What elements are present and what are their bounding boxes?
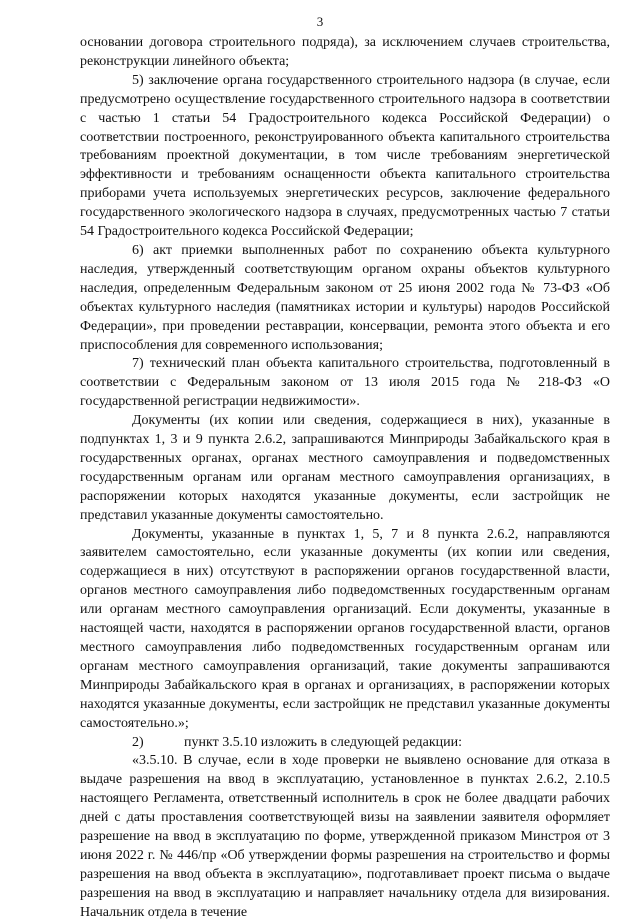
- amendment-item-number: 2): [132, 734, 144, 750]
- paragraph-item-6: 6) акт приемки выполненных работ по сохранению объекта культурного наследия, утвержденный соответствующим органом охраны объектов культурного наследия, определенным Федеральным законом от 25 июня 2002 года № 73-ФЗ «Об объектах культурного наследия (памятниках истории и культуры) народов Российской Федерации», при проведении реставрации, консервации, ремонта этого объекта и его приспособления для современного использования;: [80, 242, 610, 353]
- paragraph-documents-submitted: Документы, указанные в пунктах 1, 5, 7 и 8 пункта 2.6.2, направляются заявителем самостоятельно, если указанные документы (их копии или сведения, содержащиеся в них) отсутствуют в распоряжении органов государственной власти, органов местного самоуправления либо подведомственных государственным органам или органам местного самоуправления организаций. Если документы, указанные в настоящей части, находятся в распоряжении органов государственной власти, органов местного самоуправления либо подведомственных государственным органам или органам местного самоуправления организаций, такие документы запрашиваются Минприроды Забайкальского края в органах и организациях, в распоряжении которых находятся указанные документы, если застройщик не представил указанные документы самостоятельно.»;: [80, 526, 610, 731]
- paragraph-continuation: основании договора строительного подряда), за исключением случаев строительства, реконструкции линейного объекта;: [80, 35, 610, 69]
- page-number: 3: [316, 14, 324, 29]
- paragraph-item-5: 5) заключение органа государственного строительного надзора (в случае, если предусмотрено осуществление государственного строительного надзора в соответствии с частью 1 статьи 54 Градостроительного кодекса Российской Федерации) о соответствии построенного, реконструированного объекта капитального строительства требованиям проектной документации, в том числе требованиям энергетической эффективности и требованиям оснащенности объекта капитального строительства приборами учета используемых энергетических ресурсов, заключение федерального государственного экологического надзора в случаях, предусмотренных частью 7 статьи 54 Градостроительного кодекса Российской Федерации;: [80, 72, 610, 240]
- paragraph-documents-requested: Документы (их копии или сведения, содержащиеся в них), указанные в подпунктах 1, 3 и 9 пункта 2.6.2, запрашиваются Минприроды Забайкальского края в государственных органах, органах местного самоуправления и подведомственных государственным органам или органам местного самоуправления организациях, в распоряжении которых находятся указанные документы, если застройщик не представил указанные документы самостоятельно.: [80, 413, 610, 523]
- paragraph-quote-3-5-10: «3.5.10. В случае, если в ходе проверки не выявлено основание для отказа в выдаче разрешения на ввод в эксплуатацию, установленное в пунктах 2.6.2, 2.10.5 настоящего Регламента, ответственный исполнитель в срок не более двадцати рабочих дней с даты проставления соответствующей визы на заявлении заявителя оформляет разрешение на ввод в эксплуатацию по форме, утвержденной приказом Минстроя от 3 июня 2022 г. № 446/пр «Об утверждении формы разрешения на строительство и формы разрешения на ввод объекта в эксплуатацию», подготавливает проект письма о выдаче разрешения на ввод в эксплуатацию и направляет начальнику отдела для визирования. Начальник отдела в течение: [80, 753, 610, 920]
- amendment-item: [80, 734, 610, 753]
- paragraph-item-7: 7) технический план объекта капитального строительства, подготовленный в соответствии с Федеральным законом от 13 июля 2015 года № 218-ФЗ «О государственной регистрации недвижимости».: [80, 356, 610, 410]
- document-body: [80, 34, 610, 923]
- amendment-item-text: пункт 3.5.10 изложить в следующей редакции:: [184, 734, 462, 750]
